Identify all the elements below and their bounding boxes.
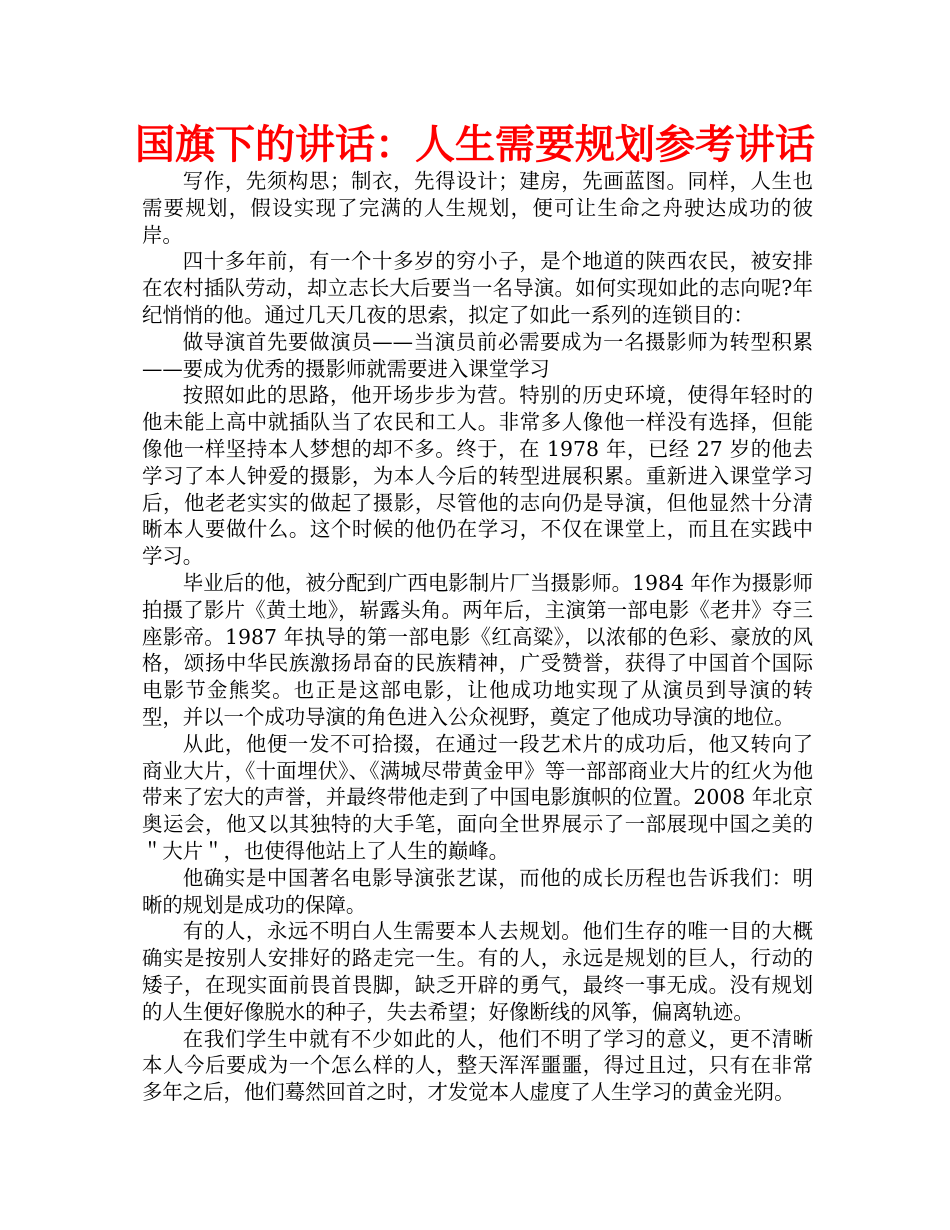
body-paragraph: 从此，他便一发不可拾掇，在通过一段艺术片的成功后，他又转向了商业大片，《十面埋伏》、《满城尽带黄金甲》等一部部商业大片的红火为他带来了宏大的声誉，并最终带他走到了中国电影旗帜的位置。2008 年北京奥运会，他又以其独特的大手笔，面向全世界展示了一部展现中国之美的＂大片＂，也使得他站上了人生的巅峰。 [142, 731, 813, 863]
document-body [142, 168, 813, 1106]
body-paragraph: 毕业后的他，被分配到广西电影制片厂当摄影师。1984 年作为摄影师拍摄了影片《黄土地》，崭露头角。两年后，主演第一部电影《老井》夺三座影帝。1987 年执导的第一部电影《红高粱》，以浓郁的色彩、豪放的风格，颂扬中华民族激扬昂奋的民族精神，广受赞誉，获得了中国首个国际电影节金熊奖。也正是这部电影，让他成功地实现了从演员到导演的转型，并以一个成功导演的角色进入公众视野，奠定了他成功导演的地位。 [142, 570, 813, 729]
document-title: 国旗下的讲话：人生需要规划参考讲话 [135, 122, 815, 168]
body-paragraph: 四十多年前，有一个十多岁的穷小子，是个地道的陕西农民，被安排在农村插队劳动，却立志长大后要当一名导演。如何实现如此的志向呢?年纪悄悄的他。通过几天几夜的思索，拟定了如此一系列的连锁目的： [142, 249, 813, 327]
body-paragraph: 他确实是中国著名电影导演张艺谋，而他的成长历程也告诉我们：明晰的规划是成功的保障。 [142, 865, 813, 917]
body-paragraph: 在我们学生中就有不少如此的人，他们不明了学习的意义，更不清晰本人今后要成为一个怎么样的人，整天浑浑噩噩，得过且过，只有在非常多年之后，他们蓦然回首之时，才发觉本人虚度了人生学习的黄金光阴。 [142, 1026, 813, 1105]
body-paragraph: 写作，先须构思；制衣，先得设计；建房，先画蓝图。同样，人生也需要规划，假设实现了完满的人生规划，便可让生命之舟驶达成功的彼岸。 [142, 169, 813, 247]
body-paragraph: 做导演首先要做演员——当演员前必需要成为一名摄影师为转型积累——要成为优秀的摄影师就需要进入课堂学习 [142, 329, 813, 381]
body-paragraph: 按照如此的思路，他开场步步为营。特别的历史环境，使得年轻时的他未能上高中就插队当了农民和工人。非常多人像他一样没有选择，但能像他一样坚持本人梦想的却不多。终于，在 1978 年，已经 27 岁的他去学习了本人钟爱的摄影，为本人今后的转型进展积累。重新进入课堂学习后，他老老实实的做起了摄影，尽管他的志向仍是导演，但他显然十分清晰本人要做什么。这个时候的他仍在学习，不仅在课堂上，而且在实践中学习。 [142, 383, 813, 569]
body-paragraph: 有的人，永远不明白人生需要本人去规划。他们生存的唯一目的大概确实是按别人安排好的路走完一生。有的人，永远是规划的巨人，行动的矮子，在现实面前畏首畏脚，缺乏开辟的勇气，最终一事无成。没有规划的人生便好像脱水的种子，失去希望；好像断线的风筝，偏离轨迹。 [142, 919, 813, 1024]
